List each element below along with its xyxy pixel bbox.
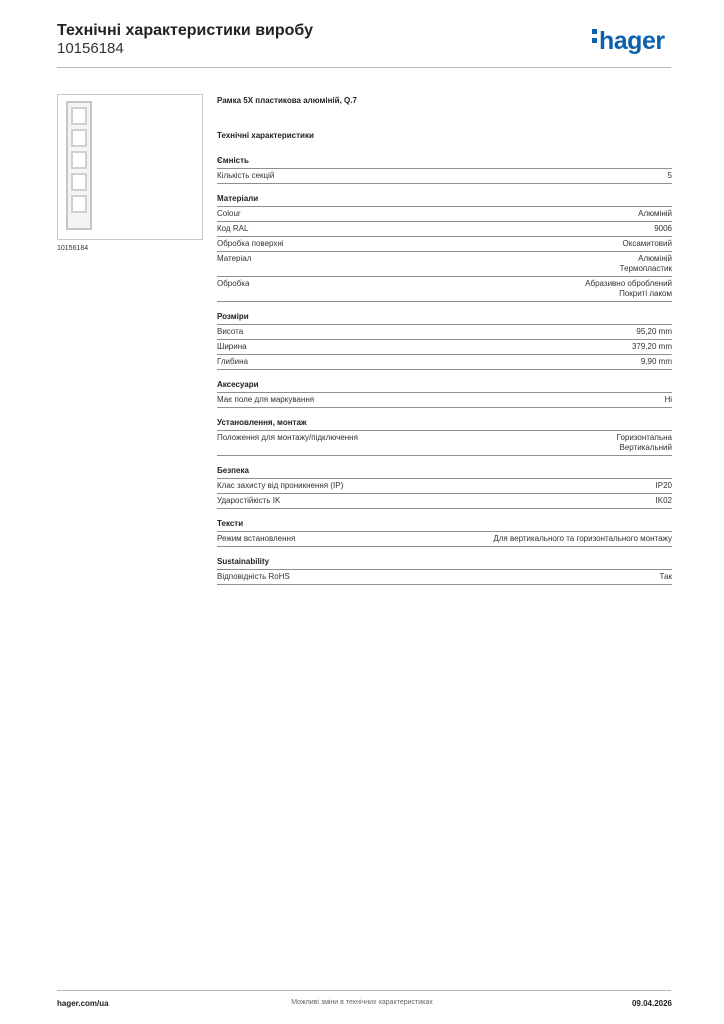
spec-section	[217, 557, 672, 585]
spec-row	[217, 325, 672, 340]
footer-divider	[57, 990, 671, 991]
footer-date: 09.04.2026	[631, 999, 672, 1008]
spec-row	[217, 252, 672, 277]
frame-cell	[71, 151, 87, 169]
spec-row	[217, 570, 672, 585]
frame-cell	[71, 195, 87, 213]
product-title: Рамка 5X пластикова алюміній, Q.7	[217, 96, 357, 105]
footer-disclaimer: Можливі зміни в технічних характеристиках	[291, 999, 433, 1006]
section-title: Безпека	[217, 466, 672, 479]
footer-website: hager.com/ua	[57, 999, 109, 1008]
spec-key: Обробка	[217, 279, 250, 288]
spec-key: Код RAL	[217, 224, 249, 233]
spec-row	[217, 431, 672, 456]
spec-section	[217, 466, 672, 509]
spec-value: IK02	[655, 496, 672, 505]
spec-key: Відповідність RoHS	[217, 572, 290, 581]
section-title: Матеріали	[217, 194, 672, 207]
spec-row	[217, 169, 672, 184]
spec-key: Має поле для маркування	[217, 395, 315, 404]
hager-logo	[592, 27, 665, 56]
spec-value: 95,20 mm	[636, 327, 672, 336]
spec-row	[217, 393, 672, 408]
spec-row	[217, 277, 672, 302]
spec-value: Оксамитовий	[622, 239, 672, 248]
frame-illustration	[66, 101, 92, 230]
spec-key: Ширина	[217, 342, 247, 351]
spec-value: Алюміній	[638, 209, 672, 218]
spec-row	[217, 494, 672, 509]
spec-section	[217, 519, 672, 547]
spec-key: Colour	[217, 209, 241, 218]
frame-cell	[71, 173, 87, 191]
spec-value: 9006	[654, 224, 672, 233]
spec-section	[217, 380, 672, 408]
spec-value: 9,90 mm	[640, 357, 672, 366]
spec-row	[217, 222, 672, 237]
section-title: Аксесуари	[217, 380, 672, 393]
spec-section	[217, 418, 672, 456]
spec-value: 5	[667, 171, 672, 180]
spec-value: Так	[659, 572, 672, 581]
specs-table	[217, 156, 672, 595]
spec-key: Клас захисту від проникнення (IP)	[217, 481, 344, 490]
section-title: Установлення, монтаж	[217, 418, 672, 431]
section-title: Тексти	[217, 519, 672, 532]
header-divider	[57, 67, 671, 68]
section-title: Ємність	[217, 156, 672, 169]
logo-text: hager	[599, 27, 665, 55]
product-image-caption: 10156184	[57, 245, 89, 252]
spec-key: Ударостійкість IK	[217, 496, 281, 505]
spec-key: Висота	[217, 327, 244, 336]
spec-row	[217, 532, 672, 547]
spec-section	[217, 312, 672, 370]
specs-heading: Технічні характеристики	[217, 131, 314, 140]
spec-key: Положення для монтажу/підключення	[217, 433, 358, 442]
section-title: Sustainability	[217, 557, 672, 570]
spec-value: Алюміній Термопластик	[619, 254, 672, 273]
spec-row	[217, 355, 672, 370]
section-title: Розміри	[217, 312, 672, 325]
spec-section	[217, 194, 672, 302]
document-title: Технічні характеристики виробу	[57, 22, 313, 39]
spec-key: Кількість секцій	[217, 171, 275, 180]
frame-cell	[71, 107, 87, 125]
spec-value: 379,20 mm	[631, 342, 672, 351]
spec-section	[217, 156, 672, 184]
frame-cell	[71, 129, 87, 147]
spec-row	[217, 340, 672, 355]
product-code: 10156184	[57, 40, 124, 57]
spec-key: Режим встановлення	[217, 534, 296, 543]
spec-row	[217, 479, 672, 494]
spec-value: IP20	[655, 481, 672, 490]
spec-key: Обробка поверхні	[217, 239, 284, 248]
spec-row	[217, 207, 672, 222]
spec-key: Глибина	[217, 357, 248, 366]
spec-value: Абразивно оброблений Покриті лаком	[585, 279, 672, 298]
product-image	[57, 94, 203, 240]
spec-value: Горизонтальна Вертикальний	[616, 433, 672, 452]
spec-value: Для вертикального та горизонтального монтажу	[493, 534, 672, 543]
spec-value: Ні	[664, 395, 672, 404]
spec-key: Матеріал	[217, 254, 252, 263]
logo-colon-icon	[592, 25, 597, 47]
spec-row	[217, 237, 672, 252]
